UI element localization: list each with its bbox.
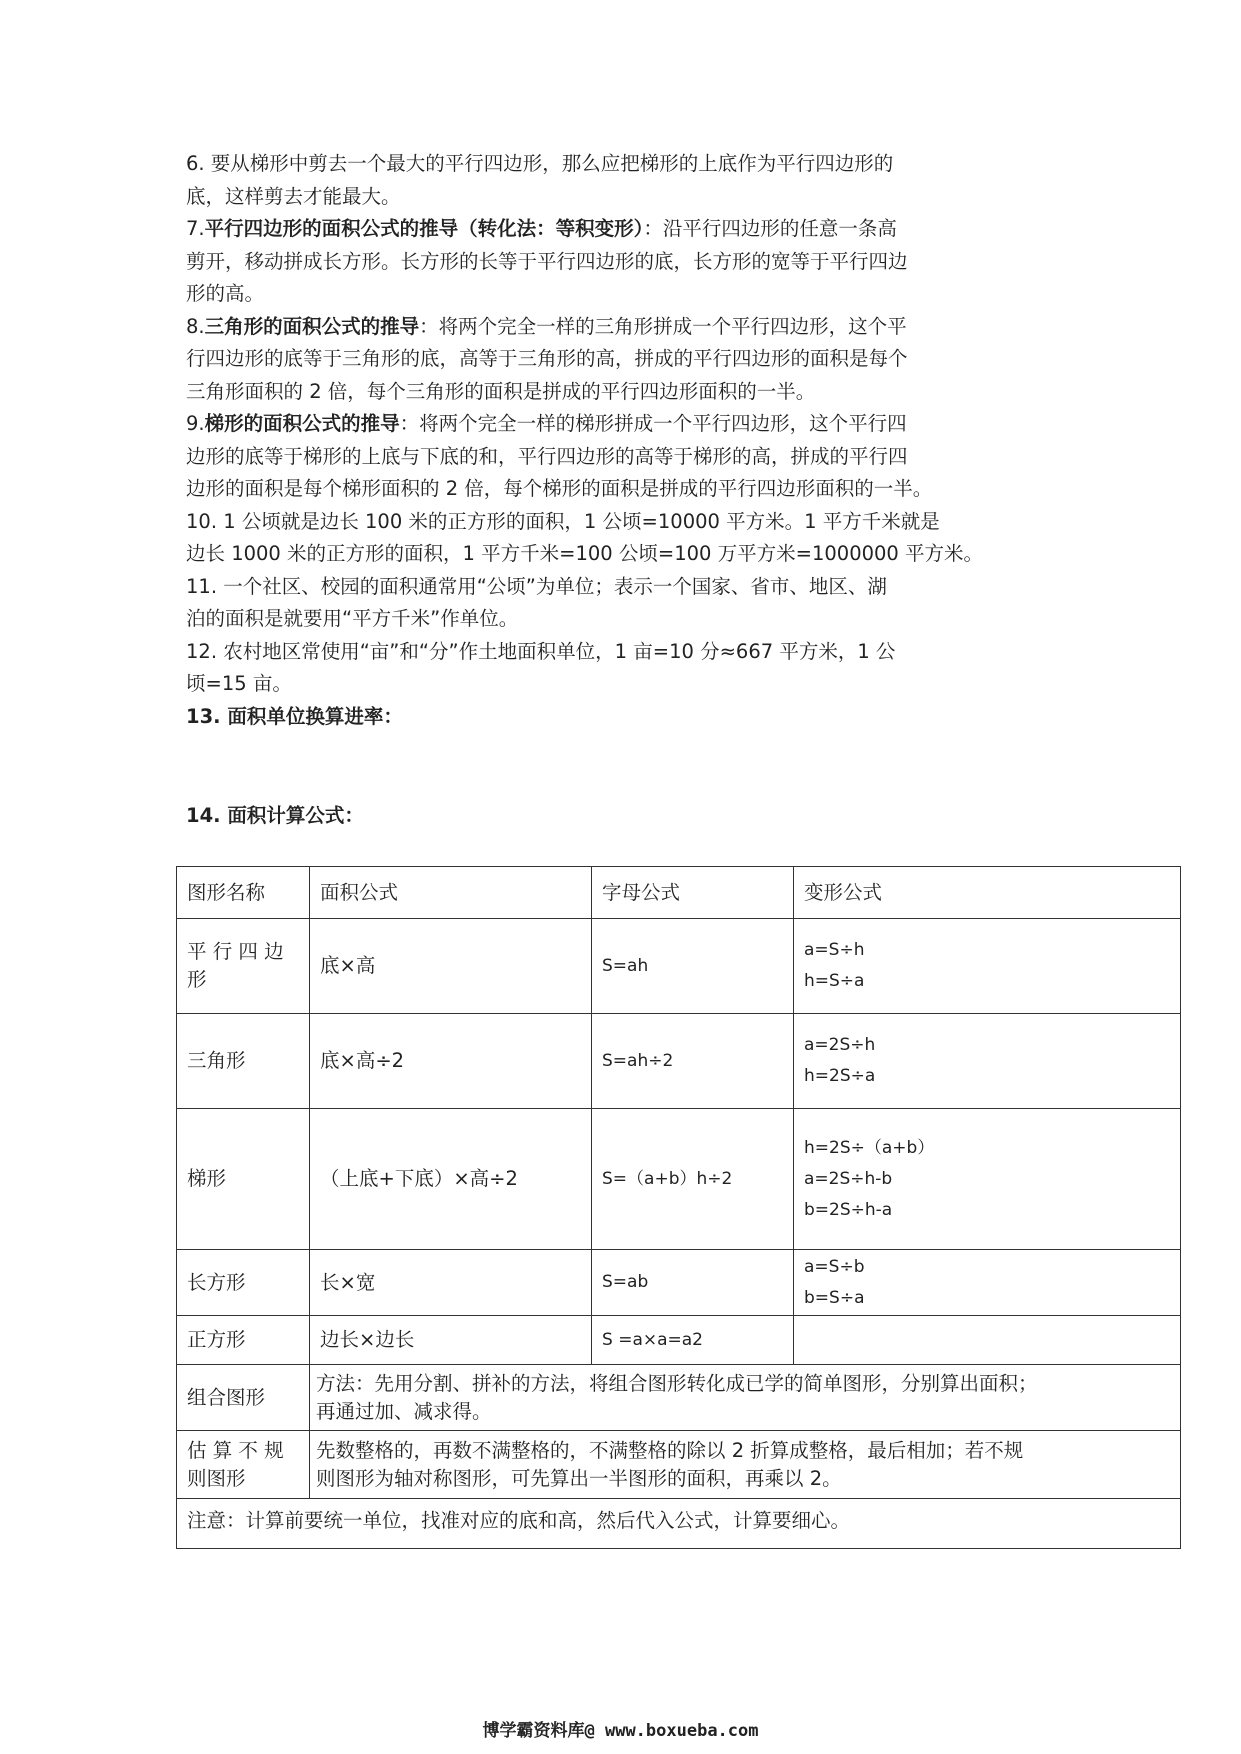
item-7: 7.平行四边形的面积公式的推导（转化法：等积变形）：沿平行四边形的任意一条高 剪开，移动拼成长方形。长方形的长等于平行四边形的底，长方形的宽等于平行四边 形的高。 [186,217,908,305]
shape-name: 组合图形 [177,1365,310,1431]
area-formula-table [176,866,1181,1549]
letter-formula: S=ah÷2 [592,1014,794,1109]
area-formula: 底×高÷2 [310,1014,592,1109]
table-row-combo [177,1365,1181,1431]
shape-name: 平 行 四 边 形 [177,919,310,1014]
shape-name: 估 算 不 规 则图形 [177,1431,310,1499]
item-13: 13. 面积单位换算进率： [186,704,403,728]
item-8: 8.三角形的面积公式的推导：将两个完全一样的三角形拼成一个平行四边形，这个平 行四边形的底等于三角形的底，高等于三角形的高，拼成的平行四边形的面积是每个 三角形面积的 2 倍，每个三角形的面积是拼成的平行四边形面积的一半。 [186,314,908,403]
header-cell: 变形公式 [794,867,1181,919]
area-formula: 底×高 [310,919,592,1014]
area-formula: 边长×边长 [310,1316,592,1365]
header-cell: 字母公式 [592,867,794,919]
shape-name: 长方形 [177,1250,310,1316]
formula-heading: 14. 面积计算公式： [186,804,364,827]
variant-formulas: a=S÷h h=S÷a [794,919,1181,1014]
estimate-method: 先数整格的，再数不满整格的，不满整格的除以 2 折算成整格，最后相加；若不规 则图形为轴对称图形，可先算出一半图形的面积，再乘以 2。 [310,1431,1181,1499]
header-cell: 图形名称 [177,867,310,919]
area-formula: （上底+下底）×高÷2 [310,1109,592,1250]
item-12: 12. 农村地区常使用“亩”和“分”作土地面积单位，1 亩=10 分≈667 平方米，1 公 顷=15 亩。 [186,639,896,695]
item-6: 6. 要从梯形中剪去一个最大的平行四边形，那么应把梯形的上底作为平行四边形的 底，这样剪去才能最大。 [186,152,894,208]
table-row [177,1109,1181,1250]
header-cell: 面积公式 [310,867,592,919]
shape-name: 正方形 [177,1316,310,1365]
variant-formulas [794,1316,1181,1365]
shape-name: 三角形 [177,1014,310,1109]
notes-body [186,148,1056,733]
table-header-row [177,867,1181,919]
table-row [177,1316,1181,1365]
letter-formula: S =a×a=a2 [592,1316,794,1365]
table-row [177,919,1181,1014]
table-row [177,1014,1181,1109]
letter-formula: S=ah [592,919,794,1014]
note-cell: 注意：计算前要统一单位，找准对应的底和高，然后代入公式，计算要细心。 [177,1499,1181,1549]
table-row-note [177,1499,1181,1549]
shape-name: 梯形 [177,1109,310,1250]
letter-formula: S=（a+b）h÷2 [592,1109,794,1250]
variant-formulas: h=2S÷（a+b） a=2S÷h-b b=2S÷h-a [794,1109,1181,1250]
combo-method: 方法：先用分割、拼补的方法，将组合图形转化成已学的简单图形，分别算出面积； 再通过加、减求得。 [310,1365,1181,1431]
footer-watermark: 博学霸资料库@ www.boxueba.com [482,1721,759,1741]
letter-formula: S=ab [592,1250,794,1316]
item-11: 11. 一个社区、校园的面积通常用“公顷”为单位；表示一个国家、省市、地区、湖 泊的面积是就要用“平方千米”作单位。 [186,574,887,630]
table-row-estimate [177,1431,1181,1499]
table-row [177,1250,1181,1316]
item-9: 9.梯形的面积公式的推导：将两个完全一样的梯形拼成一个平行四边形，这个平行四 边形的底等于梯形的上底与下底的和，平行四边形的高等于梯形的高，拼成的平行四 边形的面积是每个梯形面积的 2 倍，每个梯形的面积是拼成的平行四边形面积的一半。 [186,412,933,500]
variant-formulas: a=S÷b b=S÷a [794,1250,1181,1316]
variant-formulas: a=2S÷h h=2S÷a [794,1014,1181,1109]
item-10: 10. 1 公顷就是边长 100 米的正方形的面积，1 公顷=10000 平方米。1 平方千米就是 边长 1000 米的正方形的面积，1 平方千米=100 公顷=100 万平方米=1000000 平方米。 [186,509,984,565]
area-formula: 长×宽 [310,1250,592,1316]
